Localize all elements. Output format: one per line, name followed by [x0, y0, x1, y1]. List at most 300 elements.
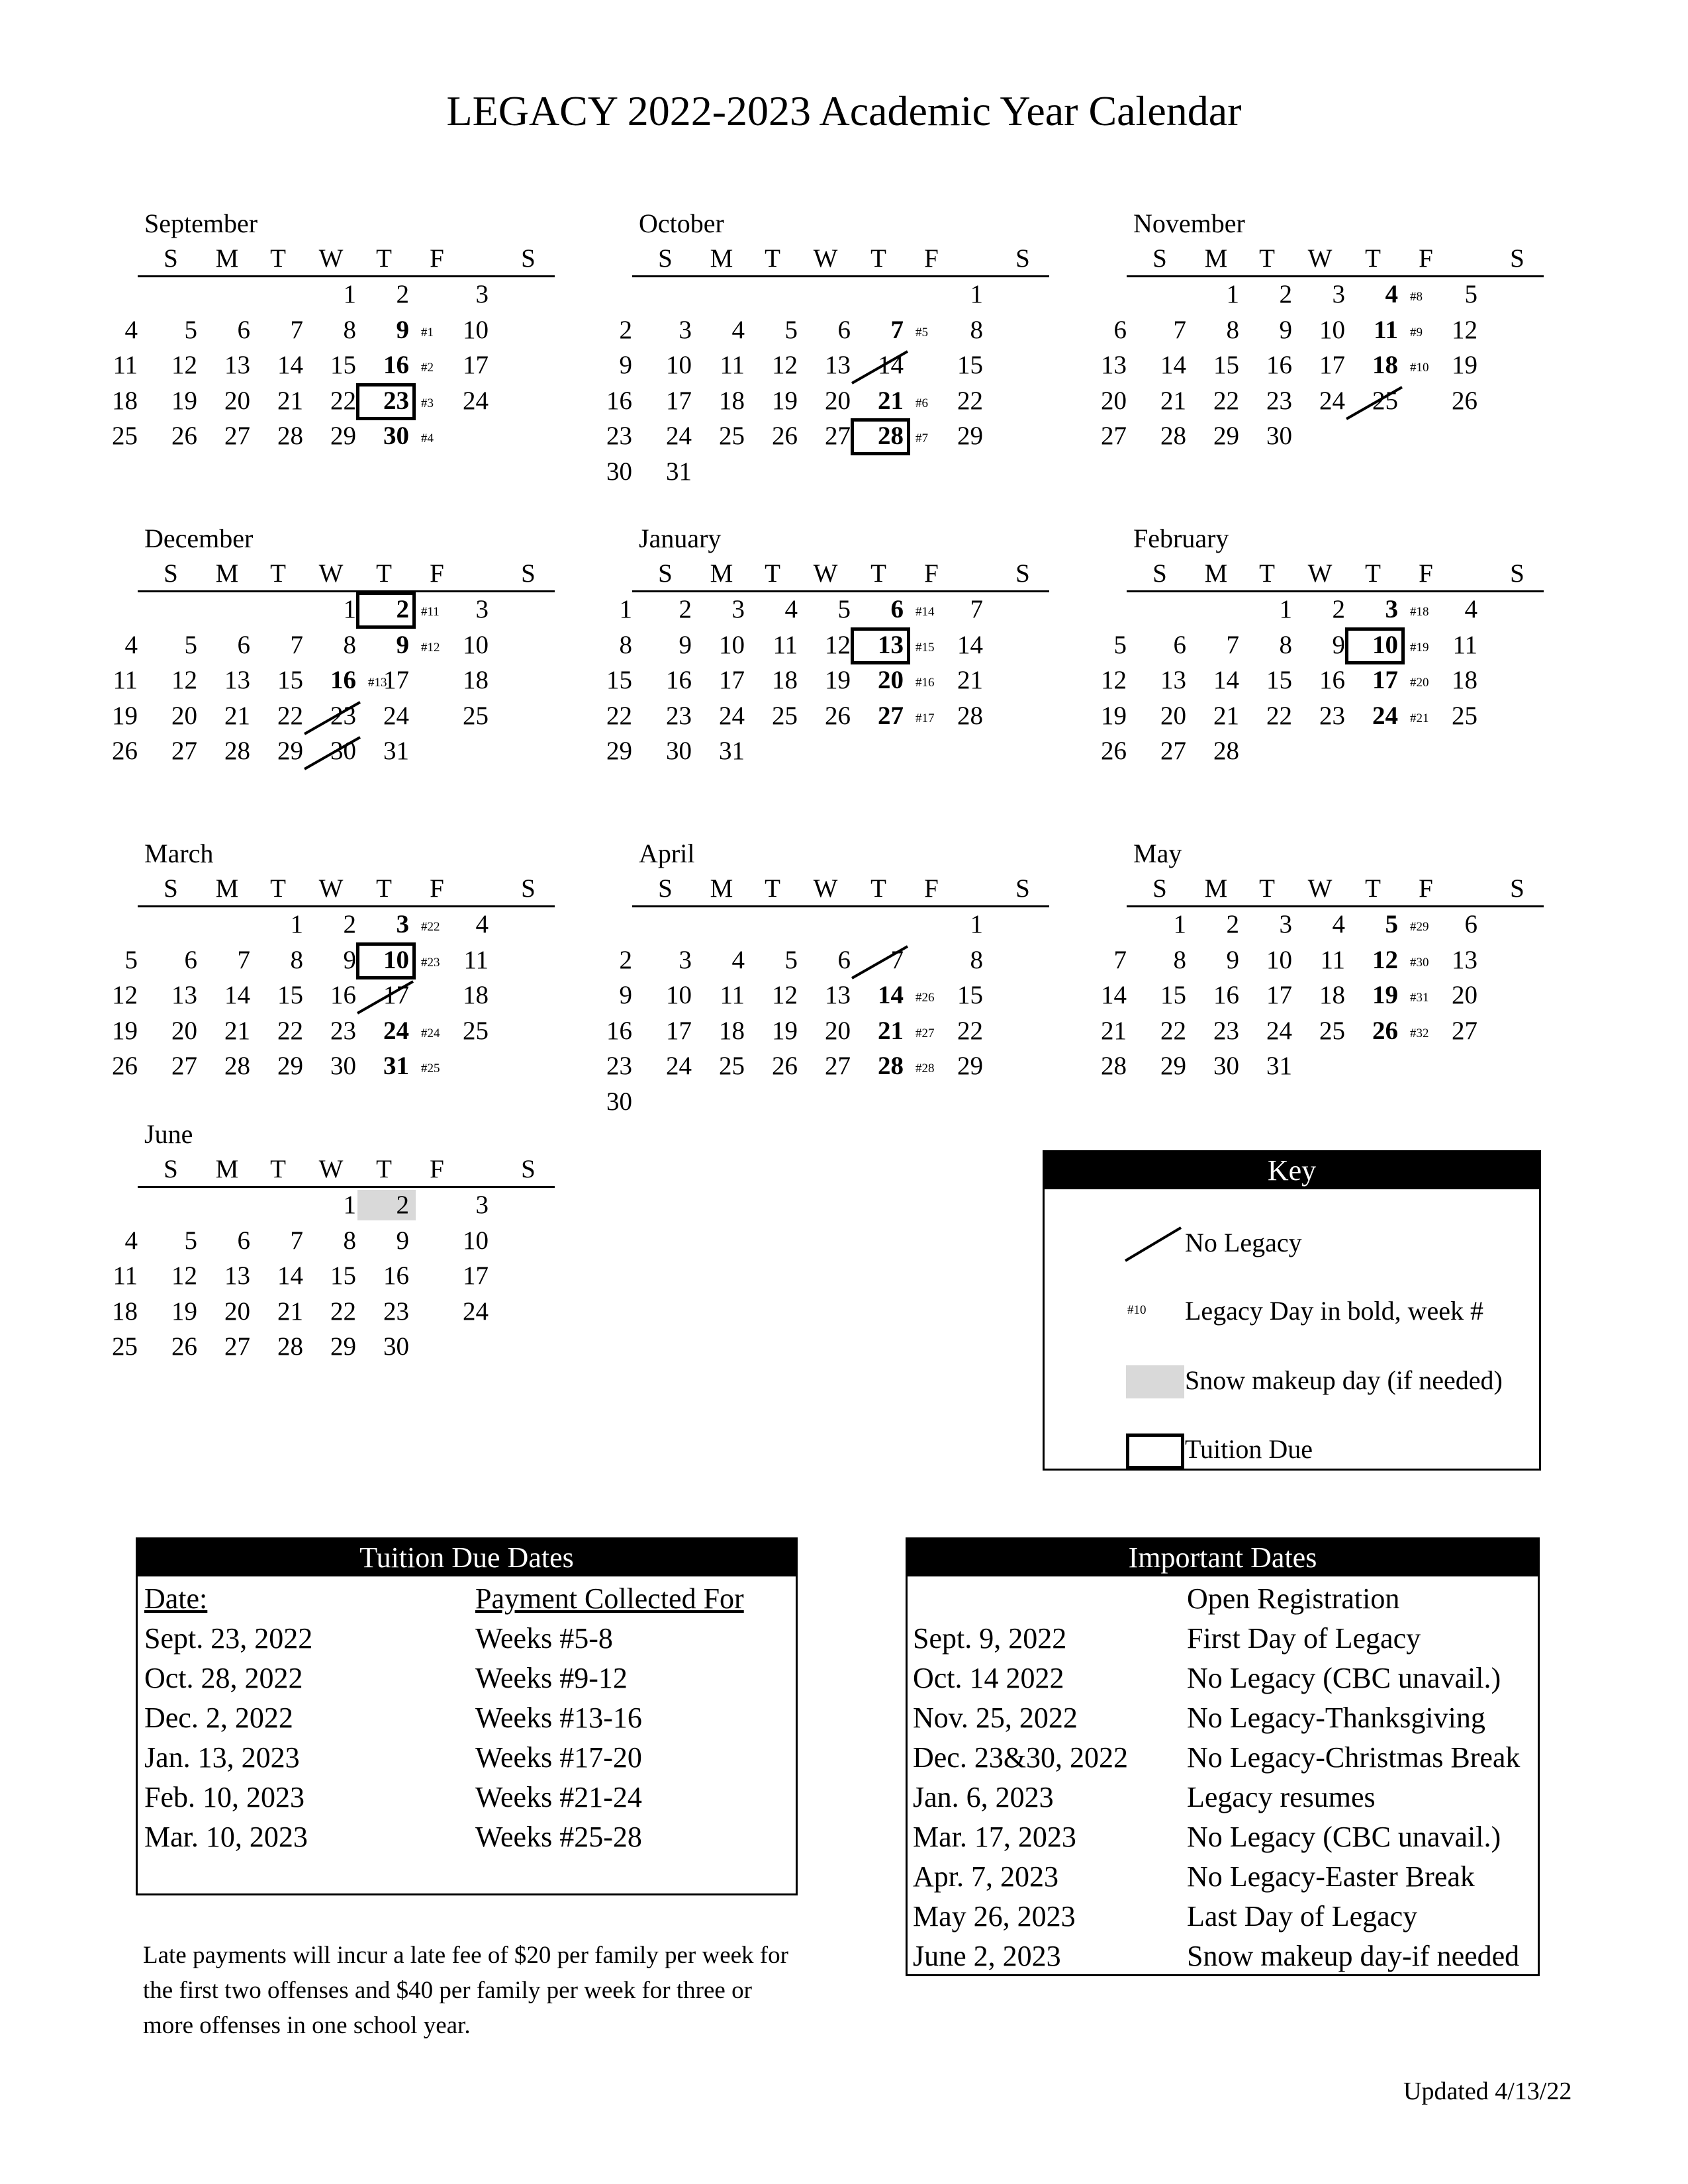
weekday-header: W [318, 559, 344, 588]
day-january-3: 3 [731, 595, 745, 623]
day-march-21: 21 [224, 1016, 250, 1045]
day-june-22: 22 [330, 1297, 356, 1326]
tuition-date: Sept. 23, 2022 [144, 1622, 313, 1655]
day-april-21: 21 [878, 1016, 904, 1045]
day-june-17: 17 [463, 1261, 489, 1290]
day-september-24: 24 [463, 386, 489, 415]
day-april-20: 20 [825, 1016, 851, 1045]
day-may-24: 24 [1266, 1016, 1292, 1045]
day-february-8: 8 [1279, 630, 1292, 659]
header-rule [138, 275, 555, 277]
day-december-28: 28 [224, 737, 250, 765]
day-november-2: 2 [1279, 280, 1292, 308]
day-october-28: 28 [878, 422, 904, 450]
day-november-15: 15 [1213, 351, 1239, 379]
day-june-26: 26 [171, 1332, 197, 1361]
day-november-8: 8 [1226, 315, 1239, 344]
tuition-table-title: Tuition Due Dates [138, 1539, 796, 1576]
week-number: #27 [915, 1026, 935, 1040]
important-date: Oct. 14 2022 [913, 1662, 1064, 1694]
weekday-header: W [1307, 559, 1333, 588]
day-june-15: 15 [330, 1261, 356, 1290]
day-december-12: 12 [171, 666, 197, 694]
day-march-2: 2 [343, 910, 356, 938]
weekday-header: W [318, 874, 344, 903]
week-number: #15 [915, 640, 935, 655]
day-march-17: 17 [383, 981, 409, 1009]
week-number: #10 [1410, 361, 1429, 375]
week-number: #31 [1410, 991, 1429, 1005]
day-february-27: 27 [1160, 737, 1186, 765]
important-date: Mar. 17, 2023 [913, 1821, 1076, 1853]
day-april-14: 14 [878, 981, 904, 1009]
day-june-23: 23 [383, 1297, 409, 1326]
day-november-22: 22 [1213, 386, 1239, 415]
day-june-24: 24 [463, 1297, 489, 1326]
day-june-8: 8 [343, 1226, 356, 1255]
week-number: #6 [915, 396, 928, 410]
day-march-8: 8 [290, 945, 303, 974]
day-april-8: 8 [970, 945, 983, 974]
important-date: Dec. 23&30, 2022 [913, 1741, 1129, 1774]
no-legacy-slash [303, 700, 363, 737]
month-name: March [144, 839, 214, 868]
day-march-30: 30 [330, 1052, 356, 1080]
day-november-9: 9 [1279, 315, 1292, 344]
key-box [1043, 1150, 1541, 1471]
weekday-header: W [813, 559, 838, 588]
important-dates-title: Important Dates [908, 1539, 1538, 1576]
day-november-3: 3 [1332, 280, 1345, 308]
day-may-9: 9 [1226, 945, 1239, 974]
day-june-1: 1 [343, 1191, 356, 1219]
weekday-header: T [765, 244, 780, 273]
important-date: Jan. 6, 2023 [913, 1781, 1054, 1813]
day-october-1: 1 [970, 280, 983, 308]
tuition-date: Feb. 10, 2023 [144, 1781, 305, 1813]
key-no-legacy-label: No Legacy [1185, 1228, 1302, 1257]
day-june-28: 28 [277, 1332, 303, 1361]
day-march-4: 4 [475, 910, 489, 938]
day-january-18: 18 [772, 666, 798, 694]
day-february-2: 2 [1332, 595, 1345, 623]
week-number: #19 [1410, 640, 1429, 655]
day-january-11: 11 [773, 630, 798, 659]
day-october-21: 21 [878, 386, 904, 415]
day-may-20: 20 [1452, 981, 1477, 1009]
day-september-4: 4 [124, 315, 138, 344]
day-may-28: 28 [1101, 1052, 1127, 1080]
weekday-header: T [1259, 874, 1275, 903]
weekday-header: T [1365, 244, 1381, 273]
weekday-header: M [1204, 244, 1228, 273]
day-february-23: 23 [1319, 701, 1345, 730]
day-december-2: 2 [396, 595, 409, 623]
day-september-29: 29 [330, 422, 356, 450]
month-name: December [144, 523, 254, 553]
week-number: #3 [421, 396, 434, 410]
day-june-2: 2 [396, 1191, 409, 1219]
important-date: Nov. 25, 2022 [913, 1702, 1078, 1734]
weekday-header: F [924, 559, 939, 588]
day-april-19: 19 [772, 1016, 798, 1045]
tuition-payment: Weeks #13-16 [475, 1702, 642, 1734]
day-may-25: 25 [1319, 1016, 1345, 1045]
day-september-10: 10 [463, 315, 489, 344]
tuition-payment: Weeks #5-8 [475, 1622, 613, 1655]
day-february-18: 18 [1452, 666, 1477, 694]
month-name: September [144, 208, 258, 238]
month-name: October [639, 208, 724, 238]
day-october-29: 29 [957, 422, 983, 450]
weekday-header: T [870, 559, 886, 588]
day-october-12: 12 [772, 351, 798, 379]
day-may-23: 23 [1213, 1016, 1239, 1045]
month-name: February [1133, 523, 1229, 553]
day-september-6: 6 [237, 315, 250, 344]
day-november-18: 18 [1372, 351, 1398, 379]
day-may-21: 21 [1101, 1016, 1127, 1045]
day-march-12: 12 [112, 981, 138, 1009]
day-november-28: 28 [1160, 422, 1186, 450]
day-december-5: 5 [184, 630, 197, 659]
day-march-7: 7 [237, 945, 250, 974]
day-march-19: 19 [112, 1016, 138, 1045]
day-november-17: 17 [1319, 351, 1345, 379]
day-february-25: 25 [1452, 701, 1477, 730]
day-february-3: 3 [1385, 595, 1398, 623]
day-may-14: 14 [1101, 981, 1127, 1009]
weekday-header: S [164, 874, 178, 903]
day-april-22: 22 [957, 1016, 983, 1045]
day-april-12: 12 [772, 981, 798, 1009]
day-november-4: 4 [1385, 280, 1398, 308]
day-september-25: 25 [112, 422, 138, 450]
weekday-header: S [1510, 244, 1524, 273]
weekday-header: M [1204, 874, 1228, 903]
day-may-29: 29 [1160, 1052, 1186, 1080]
day-december-30: 30 [330, 737, 356, 765]
day-january-21: 21 [957, 666, 983, 694]
day-may-26: 26 [1372, 1016, 1398, 1045]
important-event: Legacy resumes [1187, 1781, 1376, 1813]
day-january-12: 12 [825, 630, 851, 659]
day-november-5: 5 [1464, 280, 1477, 308]
weekday-header: F [430, 244, 444, 273]
weekday-header: S [521, 874, 536, 903]
important-date: May 26, 2023 [913, 1900, 1076, 1933]
weekday-header: S [658, 559, 673, 588]
day-october-4: 4 [731, 315, 745, 344]
day-february-11: 11 [1452, 630, 1477, 659]
header-rule [138, 1186, 555, 1188]
day-december-4: 4 [124, 630, 138, 659]
key-tuition-label: Tuition Due [1185, 1434, 1313, 1464]
day-december-31: 31 [383, 737, 409, 765]
day-october-22: 22 [957, 386, 983, 415]
weekday-header: F [924, 874, 939, 903]
day-january-10: 10 [719, 630, 745, 659]
day-february-20: 20 [1160, 701, 1186, 730]
important-event: No Legacy-Thanksgiving [1187, 1702, 1485, 1734]
day-june-30: 30 [383, 1332, 409, 1361]
day-may-13: 13 [1452, 945, 1477, 974]
day-march-13: 13 [171, 981, 197, 1009]
day-april-10: 10 [666, 981, 692, 1009]
day-march-18: 18 [463, 981, 489, 1009]
weekday-header: T [870, 244, 886, 273]
day-january-14: 14 [957, 630, 983, 659]
weekday-header: F [430, 874, 444, 903]
day-june-12: 12 [171, 1261, 197, 1290]
day-october-8: 8 [970, 315, 983, 344]
key-title: Key [1045, 1152, 1539, 1189]
tuition-due-table [136, 1537, 798, 1895]
day-october-30: 30 [606, 457, 632, 486]
week-number: #28 [915, 1062, 935, 1075]
week-number: #29 [1410, 920, 1429, 934]
day-november-29: 29 [1213, 422, 1239, 450]
day-january-16: 16 [666, 666, 692, 694]
day-february-7: 7 [1226, 630, 1239, 659]
day-april-13: 13 [825, 981, 851, 1009]
day-january-9: 9 [679, 630, 692, 659]
day-march-24: 24 [383, 1016, 409, 1045]
weekday-header: T [376, 874, 392, 903]
no-legacy-slash [356, 979, 416, 1016]
day-december-6: 6 [237, 630, 250, 659]
day-december-10: 10 [463, 630, 489, 659]
day-may-5: 5 [1385, 910, 1398, 938]
day-march-11: 11 [463, 945, 489, 974]
week-number: #2 [421, 361, 434, 375]
weekday-header: F [1419, 244, 1433, 273]
day-november-19: 19 [1452, 351, 1477, 379]
day-may-22: 22 [1160, 1016, 1186, 1045]
day-march-27: 27 [171, 1052, 197, 1080]
important-event: Last Day of Legacy [1187, 1900, 1418, 1933]
no-legacy-slash [303, 735, 363, 772]
day-march-20: 20 [171, 1016, 197, 1045]
day-may-6: 6 [1464, 910, 1477, 938]
day-october-31: 31 [666, 457, 692, 486]
weekday-header: S [658, 874, 673, 903]
weekday-header: T [765, 874, 780, 903]
day-february-1: 1 [1279, 595, 1292, 623]
key-legacy-day-label: Legacy Day in bold, week # [1185, 1296, 1483, 1326]
day-january-31: 31 [719, 737, 745, 765]
day-april-9: 9 [619, 981, 632, 1009]
weekday-header: M [215, 1155, 239, 1183]
day-june-27: 27 [224, 1332, 250, 1361]
day-january-7: 7 [970, 595, 983, 623]
weekday-header: S [521, 559, 536, 588]
weekday-header: T [376, 244, 392, 273]
week-number: #17 [915, 711, 935, 725]
weekday-header: W [813, 244, 838, 273]
weekday-header: T [376, 1155, 392, 1183]
weekday-header: T [1365, 874, 1381, 903]
day-november-1: 1 [1226, 280, 1239, 308]
important-event: No Legacy-Easter Break [1187, 1860, 1475, 1893]
day-april-16: 16 [606, 1016, 632, 1045]
day-february-6: 6 [1173, 630, 1186, 659]
weekday-header: S [1152, 244, 1167, 273]
tuition-date: Oct. 28, 2022 [144, 1662, 303, 1694]
day-may-1: 1 [1173, 910, 1186, 938]
day-september-21: 21 [277, 386, 303, 415]
day-march-16: 16 [330, 981, 356, 1009]
day-january-8: 8 [619, 630, 632, 659]
tuition-due-box [1345, 627, 1405, 664]
important-event: No Legacy-Christmas Break [1187, 1741, 1521, 1774]
weekday-header: M [215, 559, 239, 588]
day-june-18: 18 [112, 1297, 138, 1326]
key-snow-label: Snow makeup day (if needed) [1185, 1365, 1503, 1395]
header-rule [632, 905, 1049, 907]
month-name: June [144, 1119, 193, 1149]
week-number: #20 [1410, 676, 1429, 690]
day-september-7: 7 [290, 315, 303, 344]
day-october-27: 27 [825, 422, 851, 450]
day-march-3: 3 [396, 910, 409, 938]
week-number: #16 [915, 676, 935, 690]
tuition-col-payment: Payment Collected For [475, 1582, 744, 1615]
weekday-header: S [521, 244, 536, 273]
day-may-11: 11 [1320, 945, 1345, 974]
day-november-26: 26 [1452, 386, 1477, 415]
day-september-18: 18 [112, 386, 138, 415]
weekday-header: M [710, 244, 733, 273]
day-december-15: 15 [277, 666, 303, 694]
day-november-25: 25 [1372, 386, 1398, 415]
day-april-28: 28 [878, 1052, 904, 1080]
weekday-header: T [376, 559, 392, 588]
weekday-header: S [164, 559, 178, 588]
day-january-29: 29 [606, 737, 632, 765]
day-february-14: 14 [1213, 666, 1239, 694]
day-december-27: 27 [171, 737, 197, 765]
day-march-26: 26 [112, 1052, 138, 1080]
day-december-29: 29 [277, 737, 303, 765]
week-number: #7 [915, 432, 928, 445]
tuition-due-box [851, 627, 910, 664]
day-november-13: 13 [1101, 351, 1127, 379]
day-may-19: 19 [1372, 981, 1398, 1009]
day-october-18: 18 [719, 386, 745, 415]
day-may-8: 8 [1173, 945, 1186, 974]
day-october-15: 15 [957, 351, 983, 379]
day-november-10: 10 [1319, 315, 1345, 344]
weekday-header: T [270, 1155, 286, 1183]
day-april-27: 27 [825, 1052, 851, 1080]
day-february-10: 10 [1372, 630, 1398, 659]
day-december-25: 25 [463, 701, 489, 730]
day-june-21: 21 [277, 1297, 303, 1326]
day-june-25: 25 [112, 1332, 138, 1361]
day-january-27: 27 [878, 701, 904, 730]
day-april-25: 25 [719, 1052, 745, 1080]
day-april-29: 29 [957, 1052, 983, 1080]
day-may-4: 4 [1332, 910, 1345, 938]
week-number: #25 [421, 1062, 440, 1075]
day-january-5: 5 [837, 595, 851, 623]
day-april-5: 5 [784, 945, 798, 974]
day-june-10: 10 [463, 1226, 489, 1255]
weekday-header: T [1365, 559, 1381, 588]
day-may-16: 16 [1213, 981, 1239, 1009]
day-september-26: 26 [171, 422, 197, 450]
weekday-header: S [1015, 874, 1030, 903]
weekday-header: M [1204, 559, 1228, 588]
day-january-6: 6 [890, 595, 904, 623]
day-june-29: 29 [330, 1332, 356, 1361]
day-january-25: 25 [772, 701, 798, 730]
day-april-26: 26 [772, 1052, 798, 1080]
day-march-25: 25 [463, 1016, 489, 1045]
day-may-7: 7 [1113, 945, 1127, 974]
weekday-header: F [924, 244, 939, 273]
header-rule [632, 590, 1049, 592]
day-december-7: 7 [290, 630, 303, 659]
week-number: #18 [1410, 605, 1429, 619]
day-september-13: 13 [224, 351, 250, 379]
day-december-19: 19 [112, 701, 138, 730]
day-january-17: 17 [719, 666, 745, 694]
weekday-header: S [658, 244, 673, 273]
day-march-23: 23 [330, 1016, 356, 1045]
weekday-header: M [710, 874, 733, 903]
day-november-14: 14 [1160, 351, 1186, 379]
header-rule [1127, 590, 1544, 592]
weekday-header: T [270, 559, 286, 588]
weekday-header: S [1152, 559, 1167, 588]
day-april-24: 24 [666, 1052, 692, 1080]
day-november-12: 12 [1452, 315, 1477, 344]
day-november-11: 11 [1374, 315, 1398, 344]
week-number: #5 [915, 325, 928, 340]
header-rule [1127, 275, 1544, 277]
weekday-header: F [430, 1155, 444, 1183]
important-dates-table [906, 1537, 1540, 1976]
tuition-payment: Weeks #25-28 [475, 1821, 642, 1853]
day-may-10: 10 [1266, 945, 1292, 974]
day-june-3: 3 [475, 1191, 489, 1219]
day-december-11: 11 [113, 666, 138, 694]
tuition-col-date: Date: [144, 1582, 208, 1615]
day-november-23: 23 [1266, 386, 1292, 415]
weekday-header: S [1152, 874, 1167, 903]
day-october-20: 20 [825, 386, 851, 415]
day-september-27: 27 [224, 422, 250, 450]
day-april-3: 3 [679, 945, 692, 974]
day-december-13: 13 [224, 666, 250, 694]
header-rule [138, 905, 555, 907]
day-september-2: 2 [396, 280, 409, 308]
day-december-8: 8 [343, 630, 356, 659]
weekday-header: S [1510, 874, 1524, 903]
day-september-23: 23 [383, 386, 409, 415]
week-number: #24 [421, 1026, 440, 1040]
important-event: First Day of Legacy [1187, 1622, 1421, 1655]
day-september-16: 16 [383, 351, 409, 379]
tuition-payment: Weeks #17-20 [475, 1741, 642, 1774]
day-june-11: 11 [113, 1261, 138, 1290]
day-november-7: 7 [1173, 315, 1186, 344]
day-december-1: 1 [343, 595, 356, 623]
day-september-11: 11 [113, 351, 138, 379]
week-number: #8 [1410, 290, 1423, 304]
